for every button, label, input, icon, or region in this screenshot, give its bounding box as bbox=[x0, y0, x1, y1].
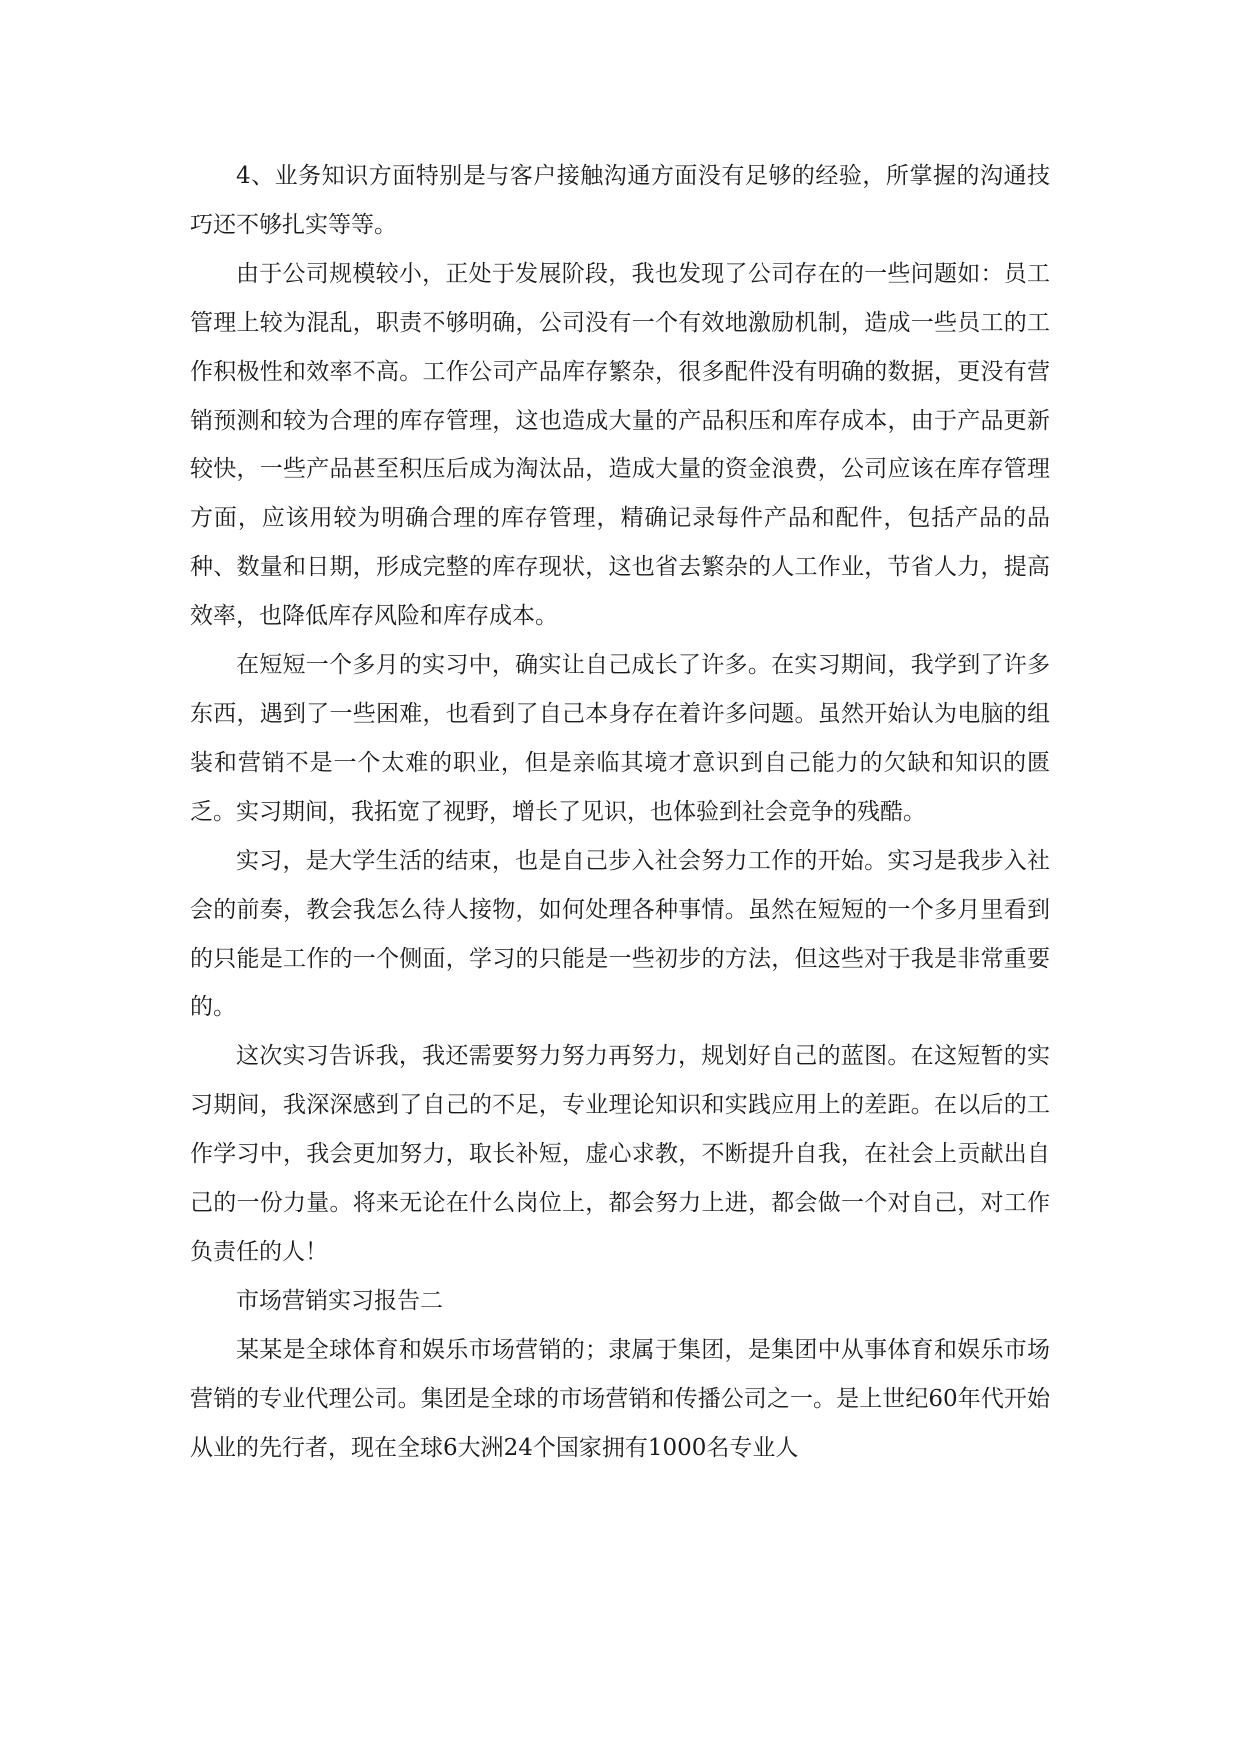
paragraph-conclusion: 这次实习告诉我，我还需要努力努力再努力，规划好自己的蓝图。在这短暂的实习期间，我深深感到了自己的不足，专业理论知识和实践应用上的差距。在以后的工作学习中，我会更加努力，取长补短，虚心求教，不断提升自我，在社会上贡献出自己的一份力量。将来无论在什么岗位上，都会努力上进，都会做一个对自己，对工作负责任的人！ bbox=[190, 1043, 1050, 1265]
paragraph-communication-skills: 4、业务知识方面特别是与客户接触沟通方面没有足够的经验，所掌握的沟通技巧还不够扎实等等。 bbox=[190, 163, 1050, 238]
paragraph-internship-meaning: 实习，是大学生活的结束，也是自己步入社会努力工作的开始。实习是我步入社会的前奏，教会我怎么待人接物，如何处理各种事情。虽然在短短的一个多月里看到的只能是工作的一个侧面，学习的只能是一些初步的方法，但这些对于我是非常重要的。 bbox=[190, 847, 1050, 1021]
document-page bbox=[190, 152, 1050, 1472]
paragraph-report-two-intro: 某某是全球体育和娱乐市场营销的；隶属于集团，是集团中从事体育和娱乐市场营销的专业代理公司。集团是全球的市场营销和传播公司之一。是上世纪60年代开始从业的先行者，现在全球6大洲24个国家拥有1000名专业人 bbox=[190, 1336, 1050, 1461]
paragraph-company-problems: 由于公司规模较小，正处于发展阶段，我也发现了公司存在的一些问题如：员工管理上较为混乱，职责不够明确，公司没有一个有效地激励机制，造成一些员工的工作积极性和效率不高。工作公司产品库存繁杂，很多配件没有明确的数据，更没有营销预测和较为合理的库存管理，这也造成大量的产品积压和库存成本，由于产品更新较快，一些产品甚至积压后成为淘汰品，造成大量的资金浪费，公司应该在库存管理方面，应该用较为明确合理的库存管理，精确记录每件产品和配件，包括产品的品种、数量和日期，形成完整的库存现状，这也省去繁杂的人工作业，节省人力，提高效率，也降低库存风险和库存成本。 bbox=[190, 260, 1050, 630]
section-heading: 市场营销实习报告二 bbox=[236, 1287, 443, 1314]
paragraph-internship-growth: 在短短一个多月的实习中，确实让自己成长了许多。在实习期间，我学到了许多东西，遇到了一些困难，也看到了自己本身存在着许多问题。虽然开始认为电脑的组装和营销不是一个太难的职业，但是亲临其境才意识到自己能力的欠缺和知识的匮乏。实习期间，我拓宽了视野，增长了见识，也体验到社会竞争的残酷。 bbox=[190, 652, 1050, 825]
